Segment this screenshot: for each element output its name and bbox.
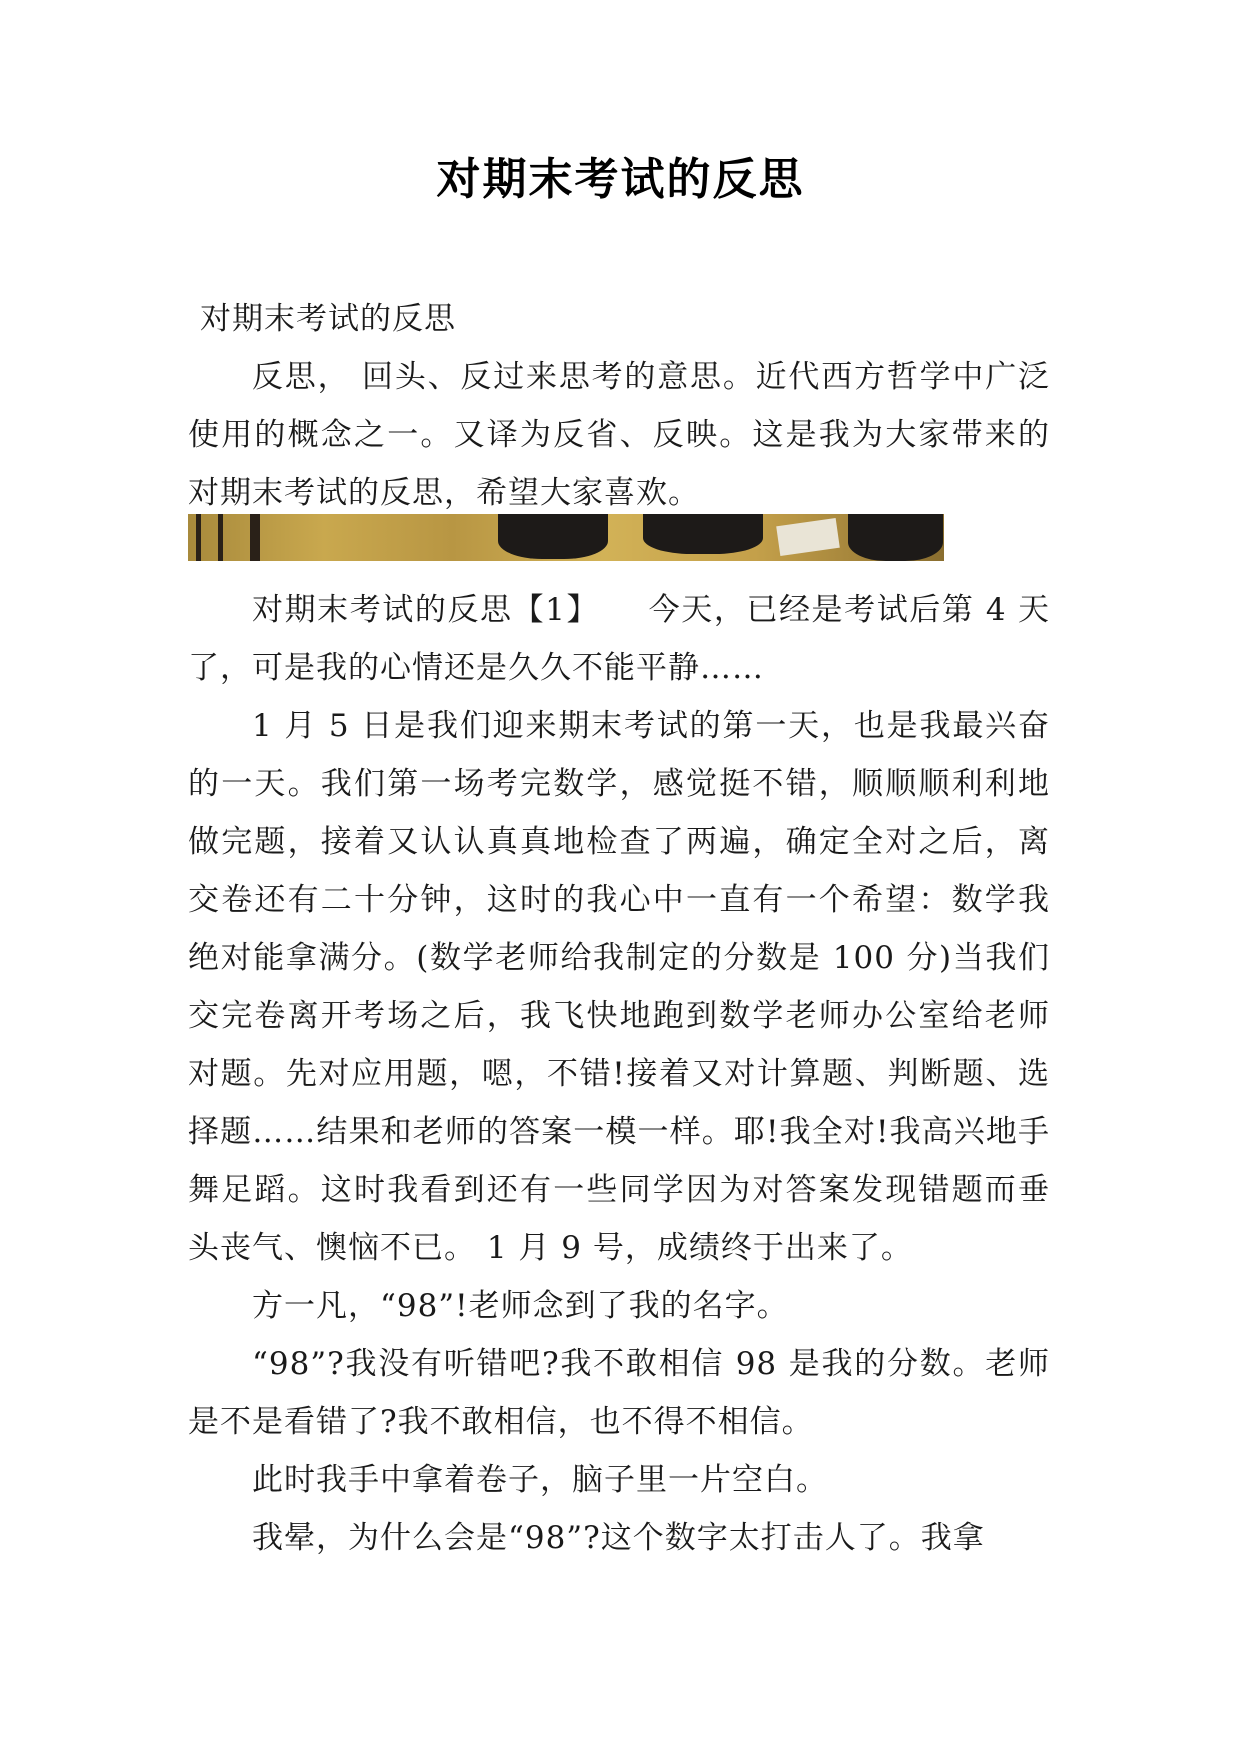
photo-chair-leg bbox=[250, 514, 260, 561]
document-subtitle: 对期末考试的反思 bbox=[200, 301, 456, 337]
photo-chair-leg bbox=[218, 514, 223, 561]
body-paragraph: 方一凡，“98”!老师念到了我的名字。 bbox=[252, 1288, 789, 1324]
photo-person bbox=[643, 514, 763, 554]
photo-person bbox=[848, 514, 943, 561]
body-paragraph: 我晕，为什么会是“98”?这个数字太打击人了。我拿 bbox=[252, 1520, 985, 1556]
body-paragraph: “98”?我没有听错吧?我不敢相信 98 是我的分数。老师是不是看错了?我不敢相信，也不得不相信。 bbox=[188, 1346, 1050, 1440]
photo-person bbox=[498, 514, 608, 559]
intro-paragraph: 反思， 回头、反过来思考的意思。近代西方哲学中广泛使用的概念之一。又译为反省、反映。这是我为大家带来的对期末考试的反思，希望大家喜欢。 bbox=[188, 359, 1050, 511]
body-paragraph: 对期末考试的反思【1】 今天，已经是考试后第 4 天了，可是我的心情还是久久不能平静…… bbox=[188, 592, 1050, 686]
photo-chair-leg bbox=[196, 514, 201, 561]
exam-photo bbox=[188, 514, 944, 561]
body-paragraph: 此时我手中拿着卷子，脑子里一片空白。 bbox=[252, 1462, 828, 1498]
body-block bbox=[188, 581, 1050, 1567]
document-title: 对期末考试的反思 bbox=[436, 154, 805, 205]
intro-block bbox=[188, 348, 1050, 522]
photo-paper bbox=[776, 518, 840, 556]
body-paragraph: 1 月 5 日是我们迎来期末考试的第一天，也是我最兴奋的一天。我们第一场考完数学，感觉挺不错，顺顺顺利利地做完题，接着又认认真真地检查了两遍，确定全对之后，离交卷还有二十分钟，这时的我心中一直有一个希望：数学我绝对能拿满分。(数学老师给我制定的分数是 100 分)当我们交完卷离开考场之后，我飞快地跑到数学老师办公室给老师对题。先对应用题，嗯，不错!接着又对计算题、判断题、选择题……结果和老师的答案一模一样。耶!我全对!我高兴地手舞足蹈。这时我看到还有一些同学因为对答案发现错题而垂头丧气、懊恼不已。 1 月 9 号，成绩终于出来了。 bbox=[188, 708, 1050, 1266]
